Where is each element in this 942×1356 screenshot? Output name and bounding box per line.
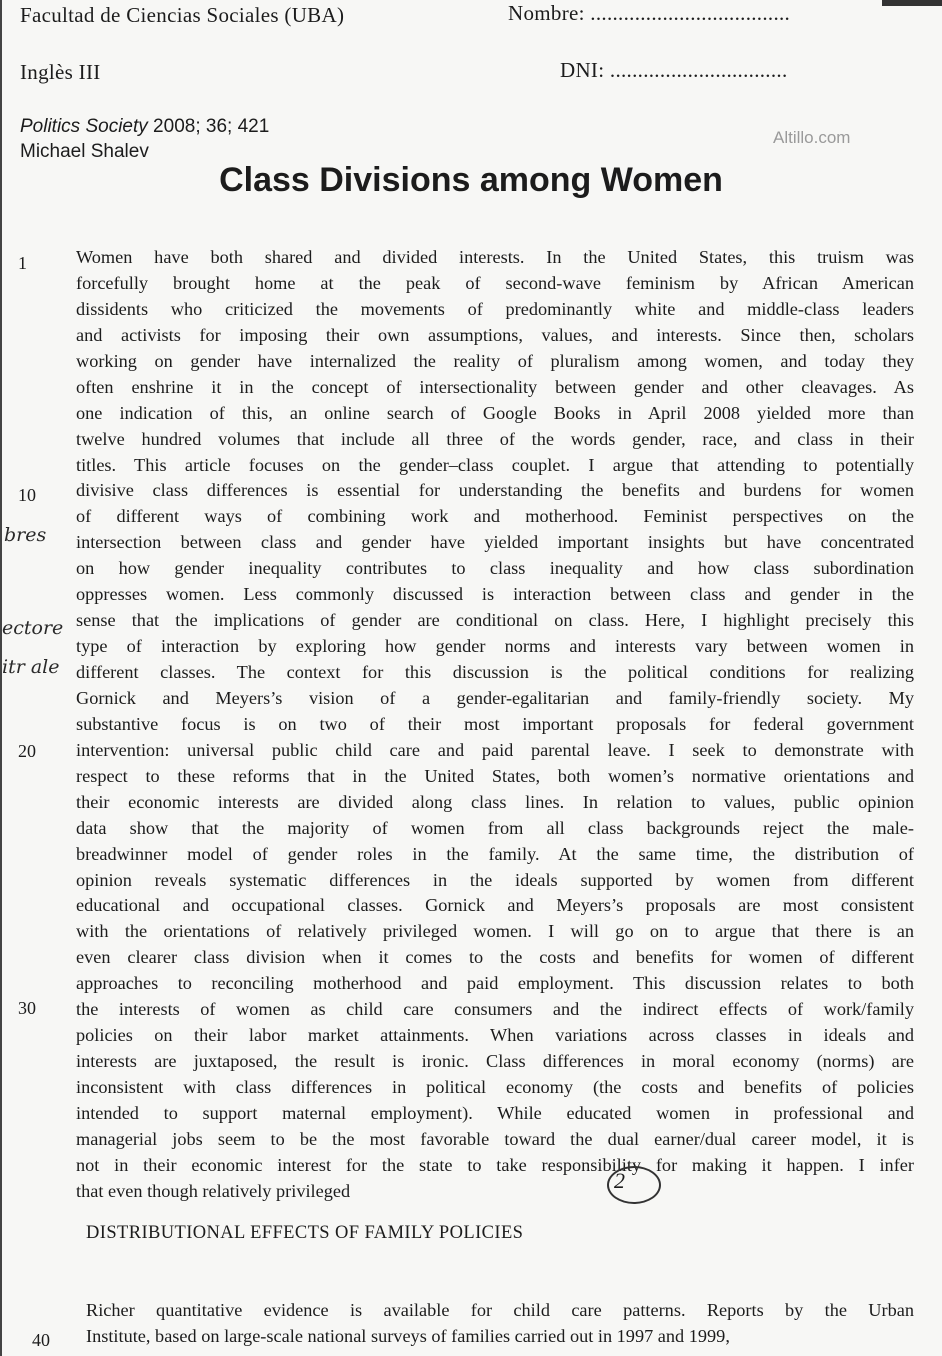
text-line: policies on their labor market attainments. When variations across classes in ideals and (76, 1025, 914, 1046)
text-line: sense that the implications of gender are conditional on class. Here, I highlight precisely this (76, 610, 914, 631)
text-line: breadwinner model of gender roles in the family. At the same time, the distribution of (76, 843, 914, 864)
paragraph-1 (76, 245, 914, 1205)
text-line: their economic interests are divided along class lines. In relation to values, public opinion (76, 791, 914, 812)
paragraph-2 (86, 1297, 914, 1349)
text-line: Richer quantitative evidence is available for child care patterns. Reports by the Urban (86, 1300, 914, 1320)
text-line: data show that the majority of women from all class backgrounds reject the male- (76, 817, 914, 838)
page-corner-shadow (882, 0, 942, 6)
text-line: often enshrine it in the concept of intersectionality between gender and other cleavages. As (76, 376, 914, 397)
citation (20, 114, 269, 164)
page-left-edge (0, 0, 2, 1356)
text-line: not in their economic interest for the state to take responsibility for making it happen. I infer (76, 1154, 914, 1175)
text-line: Women have both shared and divided interests. In the United States, this truism was (76, 247, 914, 267)
text-line: working on gender have internalized the reality of pluralism among women, and today they (76, 350, 914, 371)
text-line: divisive class differences is essential for understanding the benefits and burdens for women (76, 480, 914, 501)
text-line: twelve hundred volumes that include all three of the words gender, race, and class in their (76, 428, 914, 449)
line-number: 30 (18, 998, 36, 1018)
dni-field: DNI: ................................ (560, 58, 788, 82)
text-line: interests are juxtaposed, the result is ironic. Class differences in moral economy (norms) are (76, 1051, 914, 1072)
margin-note: bres (4, 524, 47, 546)
line-number: 40 (32, 1330, 50, 1350)
text-line: the interests of women as child care consumers and the indirect effects of work/family (76, 999, 914, 1020)
text-line: respect to these reforms that in the United States, both women’s normative orientations and (76, 765, 914, 786)
text-line: intersection between class and gender have yielded important insights but have concentrated (76, 532, 914, 553)
text-line: of different ways of combining work and motherhood. Feminist perspectives on the (76, 506, 914, 527)
course-label: Inglès III (20, 60, 101, 84)
margin-note: itr ale (2, 656, 60, 678)
author-name: Michael Shalev (20, 141, 149, 162)
text-line: forcefully brought home at the peak of second-wave feminism by African American (76, 272, 914, 293)
margin-note: ectore (2, 617, 64, 639)
section-heading: DISTRIBUTIONAL EFFECTS OF FAMILY POLICIES (86, 1223, 524, 1243)
watermark: Altillo.com (773, 128, 851, 147)
text-line: approaches to reconciling motherhood and paid employment. This discussion relates to both (76, 973, 914, 994)
text-line: inconsistent with class differences in political economy (the costs and benefits of policies (76, 1077, 914, 1097)
text-line: one indication of this, an online search of Google Books in April 2008 yielded more than (76, 402, 914, 423)
text-line: oppresses women. Less commonly discussed is interaction between class and gender in the (76, 584, 914, 605)
text-line: on how gender inequality contributes to class inequality and how class subordination (76, 558, 914, 579)
faculty-label: Facultad de Ciencias Sociales (UBA) (20, 3, 345, 27)
text-line: with the orientations of relatively privileged women. I will go on to argue that there is an (76, 921, 914, 942)
line-number: 20 (18, 741, 36, 761)
page-number: 2 (614, 1168, 625, 1193)
name-field: Nombre: .................................... (508, 1, 791, 25)
article-title: Class Divisions among Women (219, 161, 723, 199)
text-line: educational and occupational classes. Gornick and Meyers’s proposals are most consistent (76, 895, 914, 916)
text-line: titles. This article focuses on the gender–class couplet. I argue that attending to potentially (76, 454, 914, 475)
line-number: 1 (18, 253, 27, 273)
text-line: that even though relatively privileged (76, 1180, 351, 1201)
journal-details: 2008; 36; 421 (147, 116, 270, 137)
text-line: intended to support maternal employment). While educated women in professional and (76, 1102, 914, 1123)
text-line: substantive focus is on two of their most important proposals for federal government (76, 713, 914, 734)
text-line: different classes. The context for this discussion is the political conditions for realizing (76, 662, 914, 682)
line-number: 10 (18, 485, 36, 505)
text-line: type of interaction by exploring how gender norms and interests vary between women in (76, 636, 914, 657)
text-line: Gornick and Meyers’s vision of a gender-egalitarian and family-friendly society. My (76, 687, 914, 708)
text-line: managerial jobs seem to be the most favorable toward the dual earner/dual career model, it is (76, 1128, 914, 1149)
text-line: opinion reveals systematic differences in the ideals supported by women from different (76, 869, 914, 890)
text-line: and activists for imposing their own assumptions, values, and interests. Since then, scholars (76, 324, 914, 345)
journal-name: Politics Society (20, 116, 148, 137)
text-line: even clearer class division when it comes to the costs and benefits for women of different (76, 947, 914, 968)
text-line: intervention: universal public child care and paid parental leave. I seek to demonstrate with (76, 739, 914, 760)
text-line: dissidents who criticized the movements of predominantly white and middle-class leaders (76, 298, 914, 319)
text-line: Institute, based on large-scale national surveys of families carried out in 1997 and 1999, (86, 1325, 730, 1346)
